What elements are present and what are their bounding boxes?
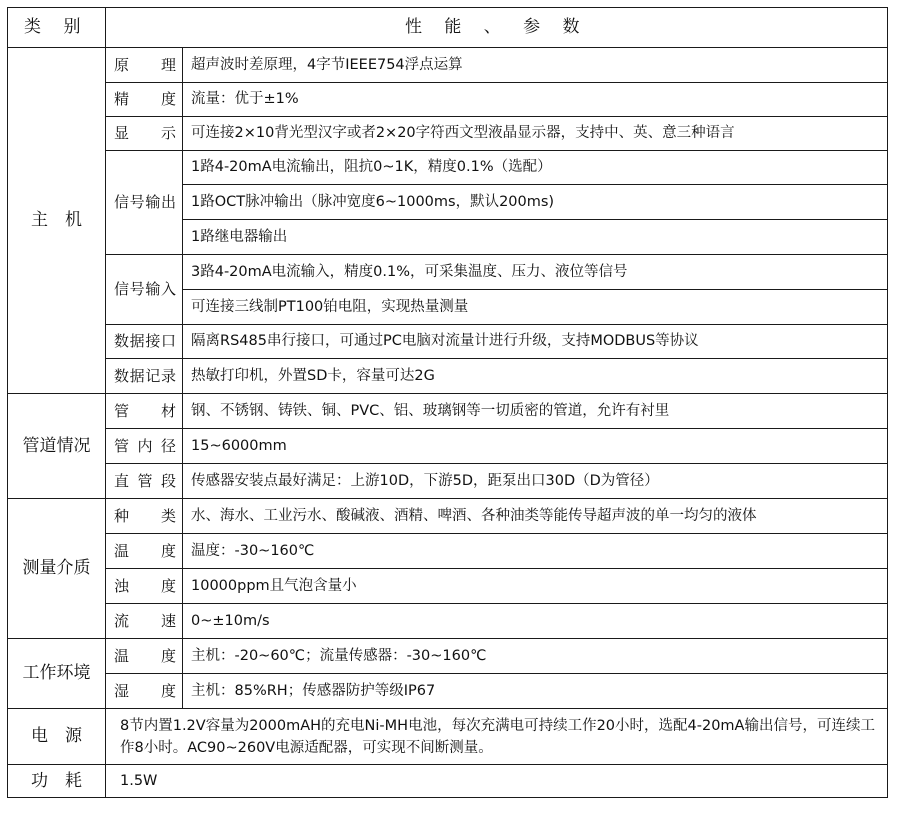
row-value-straight-section: 传感器安装点最好满足：上游10D，下游5D，距泵出口30D（D为管径）: [183, 464, 888, 499]
row-label-signal-output: 信号输出: [106, 151, 183, 255]
row-label-signal-input: 信号输入: [106, 255, 183, 325]
row-value-env-temperature: 主机：-20~60℃；流量传感器：-30~160℃: [183, 639, 888, 674]
table-row: [8, 117, 888, 151]
category-host: 主 机: [8, 48, 106, 394]
consumption-value: 1.5W: [106, 765, 888, 798]
table-row: [8, 359, 888, 394]
row-label-types: 种 类: [106, 499, 183, 534]
header-specs: 性 能 、 参 数: [106, 8, 888, 48]
table-row: [8, 765, 888, 798]
row-value-signal-output-2: 1路OCT脉冲输出（脉冲宽度6~1000ms，默认200ms): [183, 185, 888, 220]
power-value: 8节内置1.2V容量为2000mAH的充电Ni-MH电池，每次充满电可持续工作20小时，选配4-20mA输出信号，可连续工作8小时。AC90~260V电源适配器，可实现不间断测量。: [106, 709, 888, 765]
header-category: 类 别: [8, 8, 106, 48]
row-value-material: 钢、不锈钢、铸铁、铜、PVC、铝、玻璃钢等一切质密的管道，允许有衬里: [183, 394, 888, 429]
table-row: [8, 48, 888, 83]
row-value-signal-output-1: 1路4-20mA电流输出，阻抗0~1K，精度0.1%（选配）: [183, 151, 888, 185]
row-value-data-record: 热敏打印机，外置SD卡，容量可达2G: [183, 359, 888, 394]
category-pipe: 管道情况: [8, 394, 106, 499]
row-label-straight-section: 直管段: [106, 464, 183, 499]
row-label-data-record: 数据记录: [106, 359, 183, 394]
row-label-principle: 原 理: [106, 48, 183, 83]
spec-table: [7, 7, 888, 798]
row-label-inner-diameter: 管内径: [106, 429, 183, 464]
table-row: [8, 569, 888, 604]
row-value-principle: 超声波时差原理，4字节IEEE754浮点运算: [183, 48, 888, 83]
table-row: [8, 394, 888, 429]
row-value-signal-output-3: 1路继电器输出: [183, 220, 888, 255]
table-row: [8, 674, 888, 709]
table-row: [8, 464, 888, 499]
row-label-display: 显 示: [106, 117, 183, 151]
row-label-env-temperature: 温 度: [106, 639, 183, 674]
table-row: [8, 429, 888, 464]
category-environment: 工作环境: [8, 639, 106, 709]
category-consumption: 功 耗: [8, 765, 106, 798]
table-row: [8, 325, 888, 359]
row-label-data-interface: 数据接口: [106, 325, 183, 359]
row-label-medium-temperature: 温 度: [106, 534, 183, 569]
row-value-types: 水、海水、工业污水、酸碱液、酒精、啤酒、各种油类等能传导超声波的单一均匀的液体: [183, 499, 888, 534]
header-row: [8, 8, 888, 48]
table-row: [8, 639, 888, 674]
category-power: 电 源: [8, 709, 106, 765]
row-value-velocity: 0~±10m/s: [183, 604, 888, 639]
table-row: [8, 83, 888, 117]
row-label-accuracy: 精 度: [106, 83, 183, 117]
row-value-turbidity: 10000ppm且气泡含量小: [183, 569, 888, 604]
row-label-velocity: 流 速: [106, 604, 183, 639]
row-value-humidity: 主机：85%RH；传感器防护等级IP67: [183, 674, 888, 709]
row-value-inner-diameter: 15~6000mm: [183, 429, 888, 464]
table-row: [8, 255, 888, 290]
row-label-humidity: 湿 度: [106, 674, 183, 709]
row-value-medium-temperature: 温度：-30~160℃: [183, 534, 888, 569]
row-value-data-interface: 隔离RS485串行接口，可通过PC电脑对流量计进行升级，支持MODBUS等协议: [183, 325, 888, 359]
table-row: [8, 709, 888, 765]
category-medium: 测量介质: [8, 499, 106, 639]
row-value-accuracy: 流量：优于±1%: [183, 83, 888, 117]
row-value-signal-input-1: 3路4-20mA电流输入，精度0.1%，可采集温度、压力、液位等信号: [183, 255, 888, 290]
table-row: [8, 604, 888, 639]
row-value-signal-input-2: 可连接三线制PT100铂电阻，实现热量测量: [183, 290, 888, 325]
row-label-material: 管 材: [106, 394, 183, 429]
table-row: [8, 151, 888, 185]
row-value-display: 可连接2×10背光型汉字或者2×20字符西文型液晶显示器，支持中、英、意三种语言: [183, 117, 888, 151]
table-row: [8, 499, 888, 534]
table-row: [8, 534, 888, 569]
row-label-turbidity: 浊 度: [106, 569, 183, 604]
